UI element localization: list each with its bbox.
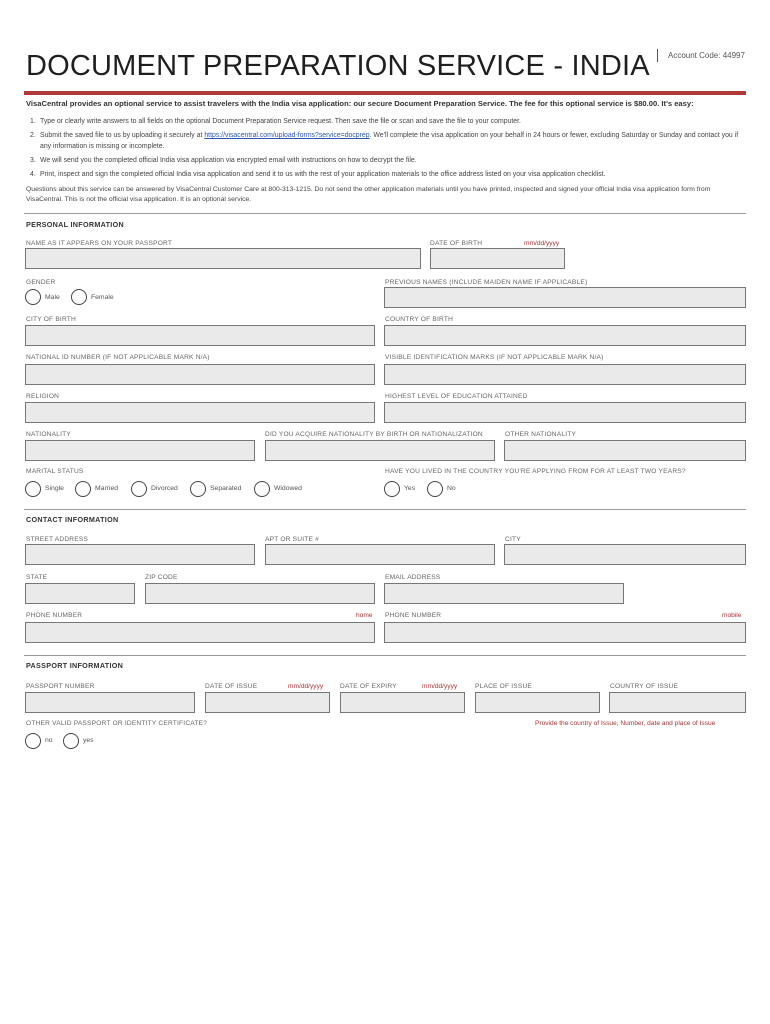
lived-no-radio[interactable] (427, 481, 443, 497)
step-text: We will send you the completed official India visa application via encrypted email with instructions on how to decrypt the file. (40, 157, 417, 164)
marital-divorced-label: Divorced (151, 485, 178, 492)
acquire-nationality-label: DID YOU ACQUIRE NATIONALITY BY BIRTH OR NATIONALIZATION (265, 431, 483, 438)
lived-yes-radio[interactable] (384, 481, 400, 497)
passport-info-heading: PASSPORT INFORMATION (26, 661, 124, 670)
previous-names-label: PREVIOUS NAMES (INCLUDE MAIDEN NAME IF APPLICABLE) (385, 279, 588, 286)
other-passport-no-radio[interactable] (25, 733, 41, 749)
zip-code-field[interactable] (145, 583, 375, 604)
nationality-label: NATIONALITY (26, 431, 71, 438)
other-passport-yes-label: yes (83, 737, 94, 744)
marital-widowed-radio[interactable] (254, 481, 270, 497)
date-of-issue-label: DATE OF ISSUE (205, 683, 258, 690)
account-code-divider (657, 49, 658, 62)
mobile-phone-label: PHONE NUMBER (385, 612, 442, 619)
religion-field[interactable] (25, 402, 375, 423)
step-number: 2. (30, 132, 36, 139)
expiry-date-format-hint: mm/dd/yyyy (422, 683, 458, 690)
state-field[interactable] (25, 583, 135, 604)
passport-number-label: PASSPORT NUMBER (26, 683, 95, 690)
visible-marks-field[interactable] (384, 364, 746, 385)
national-id-field[interactable] (25, 364, 375, 385)
previous-names-field[interactable] (384, 287, 746, 308)
lived-yes-label: Yes (404, 485, 416, 492)
section-divider (24, 655, 746, 656)
place-of-issue-label: PLACE OF ISSUE (475, 683, 533, 690)
place-of-issue-field[interactable] (475, 692, 600, 713)
country-of-issue-field[interactable] (609, 692, 746, 713)
gender-label: GENDER (26, 279, 56, 286)
marital-divorced-radio[interactable] (131, 481, 147, 497)
marital-single-label: Single (45, 485, 64, 492)
gender-female-radio[interactable] (71, 289, 87, 305)
state-label: STATE (26, 574, 48, 581)
education-field[interactable] (384, 402, 746, 423)
marital-status-label: MARITAL STATUS (26, 468, 84, 475)
step-text-after: . We'll complete the visa application on your behalf in 24 hours or fewer, excluding Saturday or Sunday and contact you if any information is missing or incomplete. (40, 132, 739, 150)
step-text-before: Submit the saved file to us by uploading it securely at (40, 132, 203, 139)
marital-married-label: Married (95, 485, 119, 492)
marital-separated-radio[interactable] (190, 481, 206, 497)
personal-info-heading: PERSONAL INFORMATION (26, 220, 124, 229)
religion-label: RELIGION (26, 393, 60, 400)
city-label: CITY (505, 536, 521, 543)
marital-single-radio[interactable] (25, 481, 41, 497)
step-number: 4. (30, 171, 36, 178)
header-accent-rule (24, 91, 746, 95)
education-label: HIGHEST LEVEL OF EDUCATION ATTAINED (385, 393, 528, 400)
country-of-birth-field[interactable] (384, 325, 746, 346)
step-item (26, 130, 746, 152)
dob-format-hint: mm/dd/yyyy (524, 240, 560, 247)
city-field[interactable] (504, 544, 746, 565)
section-divider (24, 213, 746, 214)
lived-no-label: No (447, 485, 456, 492)
other-passport-yes-radio[interactable] (63, 733, 79, 749)
lived-two-years-label: HAVE YOU LIVED IN THE COUNTRY YOU'RE APPLYING FROM FOR AT LEAST TWO YEARS? (385, 468, 686, 475)
marital-married-radio[interactable] (75, 481, 91, 497)
gender-female-label: Female (91, 294, 114, 301)
acquire-nationality-field[interactable] (265, 440, 495, 461)
zip-code-label: ZIP CODE (145, 574, 178, 581)
mobile-phone-hint: mobile (722, 612, 742, 619)
step-item (26, 116, 746, 127)
date-of-issue-field[interactable] (205, 692, 330, 713)
mobile-phone-field[interactable] (384, 622, 746, 643)
name-label: NAME AS IT APPEARS ON YOUR PASSPORT (26, 240, 173, 247)
intro-text: VisaCentral provides an optional service to assist travelers with the India visa application: our secure Document Preparation Service. The fee for this optional service is $80.00. It's easy: (26, 99, 694, 108)
country-of-issue-label: COUNTRY OF ISSUE (610, 683, 679, 690)
nationality-field[interactable] (25, 440, 255, 461)
other-passport-no-label: no (45, 737, 53, 744)
other-passport-label: OTHER VALID PASSPORT OR IDENTITY CERTIFICATE? (26, 720, 208, 727)
visible-marks-label: VISIBLE IDENTIFICATION MARKS (IF NOT APPLICABLE MARK N/A) (385, 354, 604, 361)
city-of-birth-label: CITY OF BIRTH (26, 316, 76, 323)
marital-separated-label: Separated (210, 485, 242, 492)
home-phone-hint: home (356, 612, 373, 619)
step-text: Print, inspect and sign the completed official India visa application and send it to us with the rest of your application materials to the office address listed on your visa application checklist. (40, 171, 606, 178)
contact-info-heading: CONTACT INFORMATION (26, 515, 119, 524)
gender-male-label: Male (45, 294, 60, 301)
steps-list (26, 116, 746, 183)
issue-date-format-hint: mm/dd/yyyy (288, 683, 324, 690)
step-number: 3. (30, 157, 36, 164)
date-of-expiry-label: DATE OF EXPIRY (340, 683, 397, 690)
gender-male-radio[interactable] (25, 289, 41, 305)
apt-suite-field[interactable] (265, 544, 495, 565)
other-passport-hint: Provide the country of Issue, Number, date and place of Issue (535, 720, 716, 727)
step-text (40, 130, 746, 152)
email-field[interactable] (384, 583, 624, 604)
step-text: Type or clearly write answers to all fields on the optional Document Preparation Service request. Then save the file or scan and save the file to your computer. (40, 118, 521, 125)
step-number: 1. (30, 118, 36, 125)
street-address-field[interactable] (25, 544, 255, 565)
date-of-expiry-field[interactable] (340, 692, 465, 713)
step-item (26, 155, 746, 166)
step-item (26, 169, 746, 180)
city-of-birth-field[interactable] (25, 325, 375, 346)
apt-suite-label: APT OR SUITE # (265, 536, 319, 543)
section-divider (24, 509, 746, 510)
dob-field[interactable] (430, 248, 565, 269)
name-field[interactable] (25, 248, 421, 269)
other-nationality-label: OTHER NATIONALITY (505, 431, 577, 438)
questions-note: Questions about this service can be answered by VisaCentral Customer Care at 800-313-1215. Do not send the other application materials until you have printed, inspected and signed your official India visa application form from VisaCentral. This is not the official visa application. It is an optional service. (26, 186, 711, 203)
marital-widowed-label: Widowed (274, 485, 302, 492)
street-address-label: STREET ADDRESS (26, 536, 89, 543)
page-title: DOCUMENT PREPARATION SERVICE - INDIA (26, 50, 650, 82)
other-nationality-field[interactable] (504, 440, 746, 461)
email-label: EMAIL ADDRESS (385, 574, 441, 581)
dob-label: DATE OF BIRTH (430, 240, 483, 247)
account-code: Account Code: 44997 (668, 51, 745, 60)
country-of-birth-label: COUNTRY OF BIRTH (385, 316, 454, 323)
upload-link[interactable]: https://visacentral.com/upload-forms?service=docprep (204, 132, 370, 139)
passport-number-field[interactable] (25, 692, 195, 713)
home-phone-field[interactable] (25, 622, 375, 643)
home-phone-label: PHONE NUMBER (26, 612, 83, 619)
national-id-label: NATIONAL ID NUMBER (IF NOT APPLICABLE MARK N/A) (26, 354, 210, 361)
